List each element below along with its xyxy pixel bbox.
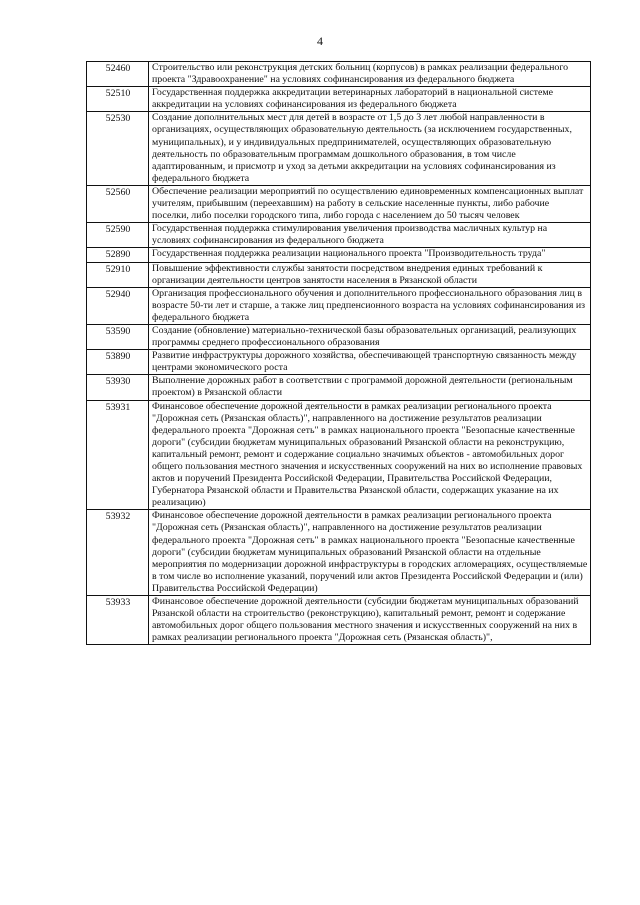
- description-cell: Развитие инфраструктуры дорожного хозяйства, обеспечивающей транспортную связанность между центрами экономического роста: [149, 350, 591, 375]
- table-row: [87, 185, 591, 222]
- page-number: 4: [317, 34, 323, 48]
- code-cell: 53930: [87, 375, 149, 400]
- description-cell: Создание дополнительных мест для детей в возрасте от 1,5 до 3 лет любой направленности в организациях, осуществляющих образовательную деятельность (за исключением государственных, муниципальных), и у индивидуальных предпринимателей, осуществляющих образовательную деятельность по образовательным программам дошкольного образования, в том числе адаптированным, и присмотр и уход за детьми аккредитации на условиях софинансирования из федерального бюджета: [149, 112, 591, 186]
- table-row: [87, 248, 591, 262]
- budget-codes-table: [86, 61, 591, 645]
- table-row: [87, 350, 591, 375]
- table-row: [87, 596, 591, 645]
- description-cell: Государственная поддержка аккредитации ветеринарных лабораторий в национальной системе аккредитации на условиях софинансирования из федерального бюджета: [149, 87, 591, 112]
- description-cell: Строительство или реконструкция детских больниц (корпусов) в рамках реализации федерального проекта "Здравоохранение" на условиях софинансирования из федерального бюджета: [149, 62, 591, 87]
- code-cell: 52510: [87, 87, 149, 112]
- description-cell: Организация профессионального обучения и дополнительного профессионального образования лиц в возрасте 50-ти лет и старше, а также лиц предпенсионного возраста на условиях софинансирования из федерального бюджета: [149, 287, 591, 324]
- code-cell: 53890: [87, 350, 149, 375]
- description-cell: Государственная поддержка стимулирования увеличения производства масличных культур на условиях софинансирования из федерального бюджета: [149, 223, 591, 248]
- table-row: [87, 87, 591, 112]
- code-cell: 53931: [87, 400, 149, 510]
- table-row: [87, 324, 591, 349]
- description-cell: Финансовое обеспечение дорожной деятельности в рамках реализации регионального проекта "Дорожная сеть (Рязанская область)", направленного на достижение результатов реализации федерального проекта "Дорожная сеть" в рамках национального проекта "Безопасные качественные дороги" (субсидии бюджетам муниципальных образований Рязанской области на реконструкцию, капитальный ремонт, ремонт и содержание социально значимых объектов - автомобильных дорог общего пользования местного значения и искусственных сооружений на них во исполнение правовых актов и поручений Президента Российской Федерации, Правительства Российской Федерации, Губернатора Рязанской области и Правительства Рязанской области, содержащих указание на их реализацию): [149, 400, 591, 510]
- code-cell: 53590: [87, 324, 149, 349]
- table-row: [87, 510, 591, 596]
- code-cell: 53932: [87, 510, 149, 596]
- table-row: [87, 223, 591, 248]
- table-row: [87, 262, 591, 287]
- description-cell: Обеспечение реализации мероприятий по осуществлению единовременных компенсационных выплат учителям, прибывшим (переехавшим) на работу в сельские населенные пункты, либо рабочие поселки, либо поселки городского типа, либо города с населением до 50 тысяч человек: [149, 185, 591, 222]
- code-cell: 52560: [87, 185, 149, 222]
- description-cell: Повышение эффективности службы занятости посредством внедрения единых требований к организации деятельности центров занятости населения в Рязанской области: [149, 262, 591, 287]
- table-row: [87, 400, 591, 510]
- description-cell: Государственная поддержка реализации национального проекта "Производительность труда": [149, 248, 591, 262]
- table-row: [87, 375, 591, 400]
- table-row: [87, 112, 591, 186]
- code-cell: 52590: [87, 223, 149, 248]
- table-row: [87, 287, 591, 324]
- table-row: [87, 62, 591, 87]
- description-cell: Финансовое обеспечение дорожной деятельности (субсидии бюджетам муниципальных образований Рязанской области на строительство (реконструкцию), капитальный ремонт, ремонт и содержание автомобильных дорог общего пользования местного значения и искусственных сооружений на них в рамках реализации регионального проекта "Дорожная сеть (Рязанская область)",: [149, 596, 591, 645]
- code-cell: 53933: [87, 596, 149, 645]
- code-cell: 52910: [87, 262, 149, 287]
- description-cell: Выполнение дорожных работ в соответствии с программой дорожной деятельности (региональным проектом) в Рязанской области: [149, 375, 591, 400]
- code-cell: 52530: [87, 112, 149, 186]
- code-cell: 52890: [87, 248, 149, 262]
- description-cell: Создание (обновление) материально-технической базы образовательных организаций, реализующих программы среднего профессионального образования: [149, 324, 591, 349]
- code-cell: 52460: [87, 62, 149, 87]
- description-cell: Финансовое обеспечение дорожной деятельности в рамках реализации регионального проекта "Дорожная сеть (Рязанская область)", направленного на достижение результатов реализации федерального проекта "Дорожная сеть" в рамках национального проекта "Безопасные качественные дороги" (субсидии бюджетам муниципальных образований Рязанской области на отдельные мероприятия по модернизации дорожной инфраструктуры в городских агломерациях, осуществляемые в том числе во исполнение указаний, поручений или актов Президента Российской Федерации и (или) Правительства Российской Федерации): [149, 510, 591, 596]
- code-cell: 52940: [87, 287, 149, 324]
